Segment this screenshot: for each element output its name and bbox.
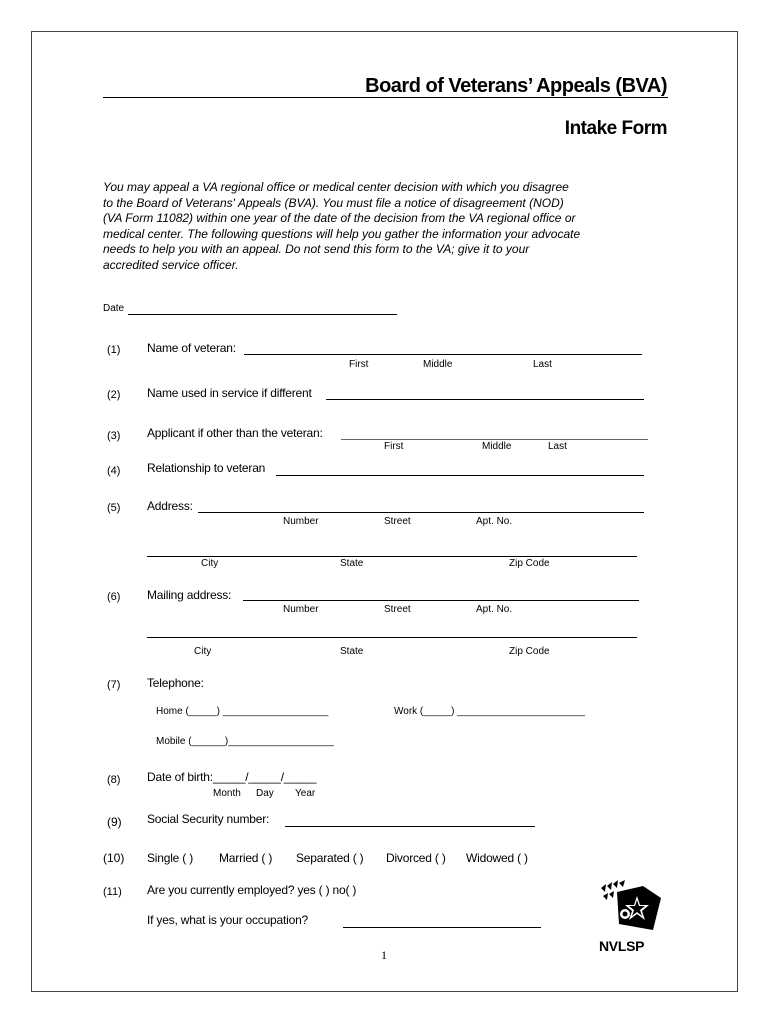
- star-flag-logo-icon: [597, 880, 667, 940]
- service-name-label: Name used in service if different: [147, 386, 312, 400]
- dob-field[interactable]: Date of birth:_____/_____/_____: [147, 770, 317, 784]
- veteran-name-label: Name of veteran:: [147, 341, 236, 355]
- logo-text: NVLSP: [599, 938, 645, 954]
- mailing-address-field[interactable]: [243, 600, 639, 601]
- sub-label-street: Street: [384, 604, 411, 615]
- mobile-phone-field[interactable]: Mobile (______)___________________: [156, 736, 334, 747]
- date-field[interactable]: [128, 314, 397, 315]
- option-separated[interactable]: Separated ( ): [296, 851, 364, 865]
- intro-line: You may appeal a VA regional office or medical center decision with which you disagree: [103, 180, 569, 194]
- address-field[interactable]: [198, 512, 644, 513]
- item-number: (9): [107, 815, 122, 829]
- sub-label-city: City: [194, 646, 212, 657]
- veteran-name-field[interactable]: [244, 354, 642, 355]
- sub-label-apt: Apt. No.: [476, 516, 513, 527]
- applicant-field[interactable]: [341, 439, 648, 440]
- address-city-field[interactable]: [147, 556, 637, 557]
- applicant-label: Applicant if other than the veteran:: [147, 426, 323, 440]
- mailing-address-label: Mailing address:: [147, 588, 232, 602]
- sub-label-middle: Middle: [423, 359, 453, 370]
- page-title: Board of Veterans’ Appeals (BVA): [365, 75, 667, 97]
- sub-label-number: Number: [283, 516, 319, 527]
- sub-label-middle: Middle: [482, 441, 512, 452]
- sub-label-apt: Apt. No.: [476, 604, 513, 615]
- employed-question[interactable]: Are you currently employed? yes ( ) no( ): [147, 883, 357, 897]
- item-number: (8): [107, 774, 121, 786]
- item-number: (3): [107, 430, 121, 442]
- item-number: (7): [107, 679, 121, 691]
- option-single[interactable]: Single ( ): [147, 851, 194, 865]
- option-divorced[interactable]: Divorced ( ): [386, 851, 446, 865]
- sub-label-day: Day: [256, 788, 274, 799]
- sub-label-last: Last: [533, 359, 552, 370]
- relationship-field[interactable]: [276, 475, 644, 476]
- intro-line: (VA Form 11082) within one year of the date of the decision from the VA regional office or: [103, 211, 576, 225]
- item-number: (11): [103, 886, 122, 898]
- page-subtitle: Intake Form: [564, 118, 667, 139]
- sub-label-first: First: [384, 441, 404, 452]
- mailing-city-field[interactable]: [147, 637, 637, 638]
- sub-label-street: Street: [384, 516, 411, 527]
- ssn-field[interactable]: [285, 826, 535, 827]
- sub-label-number: Number: [283, 604, 319, 615]
- sub-label-city: City: [201, 558, 219, 569]
- home-phone-field[interactable]: Home (_____) ___________________: [156, 706, 329, 717]
- sub-label-last: Last: [548, 441, 567, 452]
- sub-label-state: State: [340, 558, 364, 569]
- item-number: (2): [107, 389, 121, 401]
- work-phone-field[interactable]: Work (_____) _______________________: [394, 706, 586, 717]
- option-married[interactable]: Married ( ): [219, 851, 273, 865]
- service-name-field[interactable]: [326, 399, 644, 400]
- intro-line: needs to help you with an appeal. Do not send this form to the VA; give it to your: [103, 242, 530, 256]
- sub-label-zip: Zip Code: [509, 646, 550, 657]
- item-number: (5): [107, 502, 121, 514]
- sub-label-month: Month: [213, 788, 241, 799]
- item-number: (10): [103, 851, 125, 865]
- sub-label-year: Year: [295, 788, 316, 799]
- option-widowed[interactable]: Widowed ( ): [466, 851, 528, 865]
- date-label: Date: [103, 303, 125, 314]
- sub-label-zip: Zip Code: [509, 558, 550, 569]
- occupation-field[interactable]: [343, 927, 541, 928]
- page-number: 1: [381, 948, 387, 962]
- sub-label-state: State: [340, 646, 364, 657]
- address-label: Address:: [147, 499, 193, 513]
- occupation-label: If yes, what is your occupation?: [147, 913, 309, 927]
- relationship-label: Relationship to veteran: [147, 461, 266, 475]
- logo: [597, 880, 667, 940]
- ssn-label: Social Security number:: [147, 812, 270, 826]
- item-number: (6): [107, 591, 121, 603]
- intro-line: medical center. The following questions will help you gather the information your advocate: [103, 226, 581, 241]
- telephone-label: Telephone:: [147, 676, 204, 690]
- item-number: (1): [107, 344, 121, 356]
- item-number: (4): [107, 465, 121, 477]
- intro-paragraph: [103, 180, 663, 273]
- intro-line: to the Board of Veterans' Appeals (BVA). You must file a notice of disagreement (NOD): [103, 195, 564, 210]
- sub-label-first: First: [349, 359, 369, 370]
- intro-line: accredited service officer.: [103, 257, 239, 272]
